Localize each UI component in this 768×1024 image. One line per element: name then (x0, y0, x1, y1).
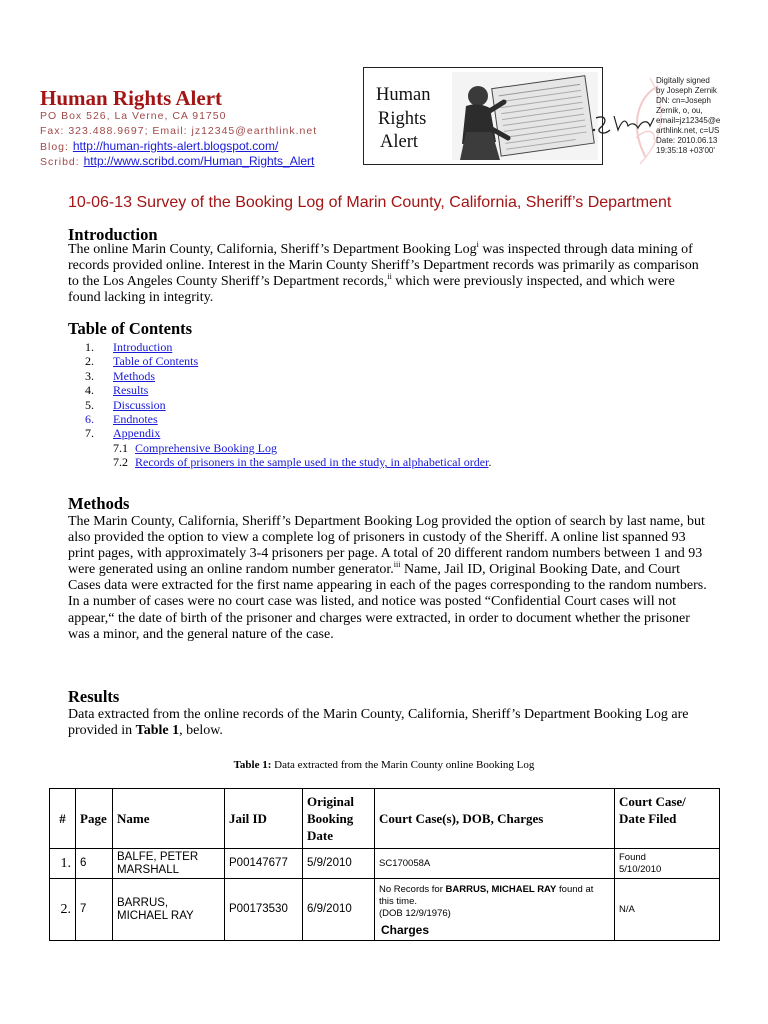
endnote-ref-iii[interactable]: iii (393, 560, 401, 570)
results-heading: Results (68, 687, 120, 706)
endnote-ref-ii[interactable]: ii (387, 272, 392, 282)
table-header-row (50, 789, 720, 849)
endnote-ref-i[interactable]: i (476, 240, 479, 249)
toc-link-appendix[interactable]: Appendix (113, 426, 161, 441)
results-paragraph: Data extracted from the online records of the Marin County, California, Sheriff’s Department Booking Log are provided in Table 1, below. (68, 707, 689, 739)
row-page: 7 (76, 879, 113, 941)
toc-heading: Table of Contents (68, 319, 193, 338)
toc-link-table-of-contents[interactable]: Table of Contents (113, 354, 199, 369)
toc-link-results[interactable]: Results (113, 383, 149, 398)
toc-list (85, 340, 491, 470)
table-row (50, 849, 720, 879)
scribd-link[interactable]: http://www.scribd.com/Human_Rights_Alert (83, 154, 315, 168)
toc-item: 4. Results (85, 383, 149, 398)
toc-item: 5. Discussion (85, 397, 166, 412)
toc-link-endnotes[interactable]: Endnotes (113, 412, 158, 427)
header-jail-id: Jail ID (225, 789, 303, 849)
header-court-case: Court Case(s), DOB, Charges (375, 789, 615, 849)
row-court-case: No Records for BARRUS, MICHAEL RAY found at this time. (DOB 12/9/1976) Charges (375, 879, 615, 941)
row-date-filed: Found 5/10/2010 (615, 849, 720, 879)
logo-line-3: Alert (380, 132, 419, 152)
toc-item: 7. Appendix (85, 426, 161, 441)
methods-heading: Methods (68, 494, 130, 513)
blog-label: Blog: (40, 141, 69, 153)
row-court-case: SC170058A (375, 849, 615, 879)
methods-paragraph: The Marin County, California, Sheriff’s Department Booking Log provided the option of search by last name, but also provided the option to view a complete log of prisoners in custody of the Sheriff. A online list spanned 93 print pages, with approximately 3-4 prisoners per page. A total of 20 different random numbers between 1 and 93 were generated using an online random number generator.$^{iii}$ Name, Jail ID, Original Booking Date, and Court Cases data were extracted for the first name appearing in each of the pages corresponding to the random numbers. In a number of cases were no court case was listed, and notice was posted “Confidential Court cases will not appear,“ the date of birth of the prisoner and charges were extracted, in order to document whether the prisoner was a minor, and the general nature of the case. (68, 514, 707, 642)
signature-details: Digitally signed by Joseph Zernik DN: cn=Joseph Zernik, o, ou, email=jz12345@e arthlink.net, c=US Date: 2010.06.13 19:35:18 +03'00' (656, 76, 721, 155)
toc-link-discussion[interactable]: Discussion (113, 397, 166, 412)
header-name: Name (113, 789, 225, 849)
logo-line-1: Human (376, 85, 431, 105)
introduction-paragraph: The online Marin County, California, Sheriff’s Department Booking Log$^i$ was inspected through data mining of records provided online. Interest in the Marin County Sheriff’s Department records was primarily as comparison to the Los Angeles County Sheriff’s Department records,$^{ii}$ which were previously inspected, and which were found lacking in integrity. (68, 240, 699, 306)
table-caption: Table 1: Data extracted from the Marin County online Booking Log (233, 759, 535, 771)
row-num: 2. (50, 879, 76, 941)
blog-link[interactable]: http://human-rights-alert.blogspot.com/ (72, 139, 279, 153)
scribd-label: Scribd: (40, 156, 80, 168)
introduction-heading: Introduction (68, 225, 158, 244)
table-row (50, 879, 720, 941)
row-name: BALFE, PETER MARSHALL (113, 849, 225, 879)
toc-subitem: 7.1 Comprehensive Booking Log (113, 440, 277, 455)
toc-link-comprehensive-booking-log[interactable]: Comprehensive Booking Log (135, 440, 277, 455)
digital-signature (606, 68, 762, 172)
header-date-filed: Court Case/ Date Filed (615, 789, 720, 849)
row-jail-id: P00173530 (225, 879, 303, 941)
scribd-line (40, 154, 314, 168)
row-name: BARRUS, MICHAEL RAY (113, 879, 225, 941)
logo-photo-image (452, 72, 598, 160)
toc-item: 1. Introduction (85, 340, 173, 354)
charges-label: Charges (381, 922, 430, 937)
document-title: 10-06-13 Survey of the Booking Log of Marin County, California, Sheriff’s Department (68, 194, 672, 211)
booking-log-table (49, 788, 720, 941)
toc-item: 2. Table of Contents (85, 354, 199, 369)
logo-line-2: Rights (378, 108, 427, 129)
toc-item: 3. Methods (85, 368, 155, 383)
row-page: 6 (76, 849, 113, 879)
header-page: Page (76, 789, 113, 849)
row-date-filed: N/A (615, 879, 720, 941)
toc-subitem: 7.2 Records of prisoners in the sample used in the study, in alphabetical order. (113, 455, 492, 470)
toc-item: 6. Endnotes (85, 412, 158, 427)
blog-line (40, 139, 278, 153)
header-booking-date: Original Booking Date (303, 789, 375, 849)
handwritten-signature-icon (588, 108, 658, 148)
toc-link-records-of-prisoners[interactable]: Records of prisoners in the sample used in the study, in alphabetical order (135, 455, 489, 470)
header-num: # (50, 789, 76, 849)
org-address: PO Box 526, La Verne, CA 91750 (40, 110, 227, 122)
org-contact: Fax: 323.488.9697; Email: jz12345@earthlink.net (40, 125, 318, 137)
hra-logo (363, 67, 603, 165)
toc-link-methods[interactable]: Methods (113, 368, 155, 383)
row-jail-id: P00147677 (225, 849, 303, 879)
toc-link-introduction[interactable]: Introduction (113, 340, 173, 354)
org-name: Human Rights Alert (40, 86, 223, 110)
logo-text (376, 84, 430, 155)
row-num: 1. (50, 849, 76, 879)
row-booking-date: 5/9/2010 (303, 849, 375, 879)
row-booking-date: 6/9/2010 (303, 879, 375, 941)
